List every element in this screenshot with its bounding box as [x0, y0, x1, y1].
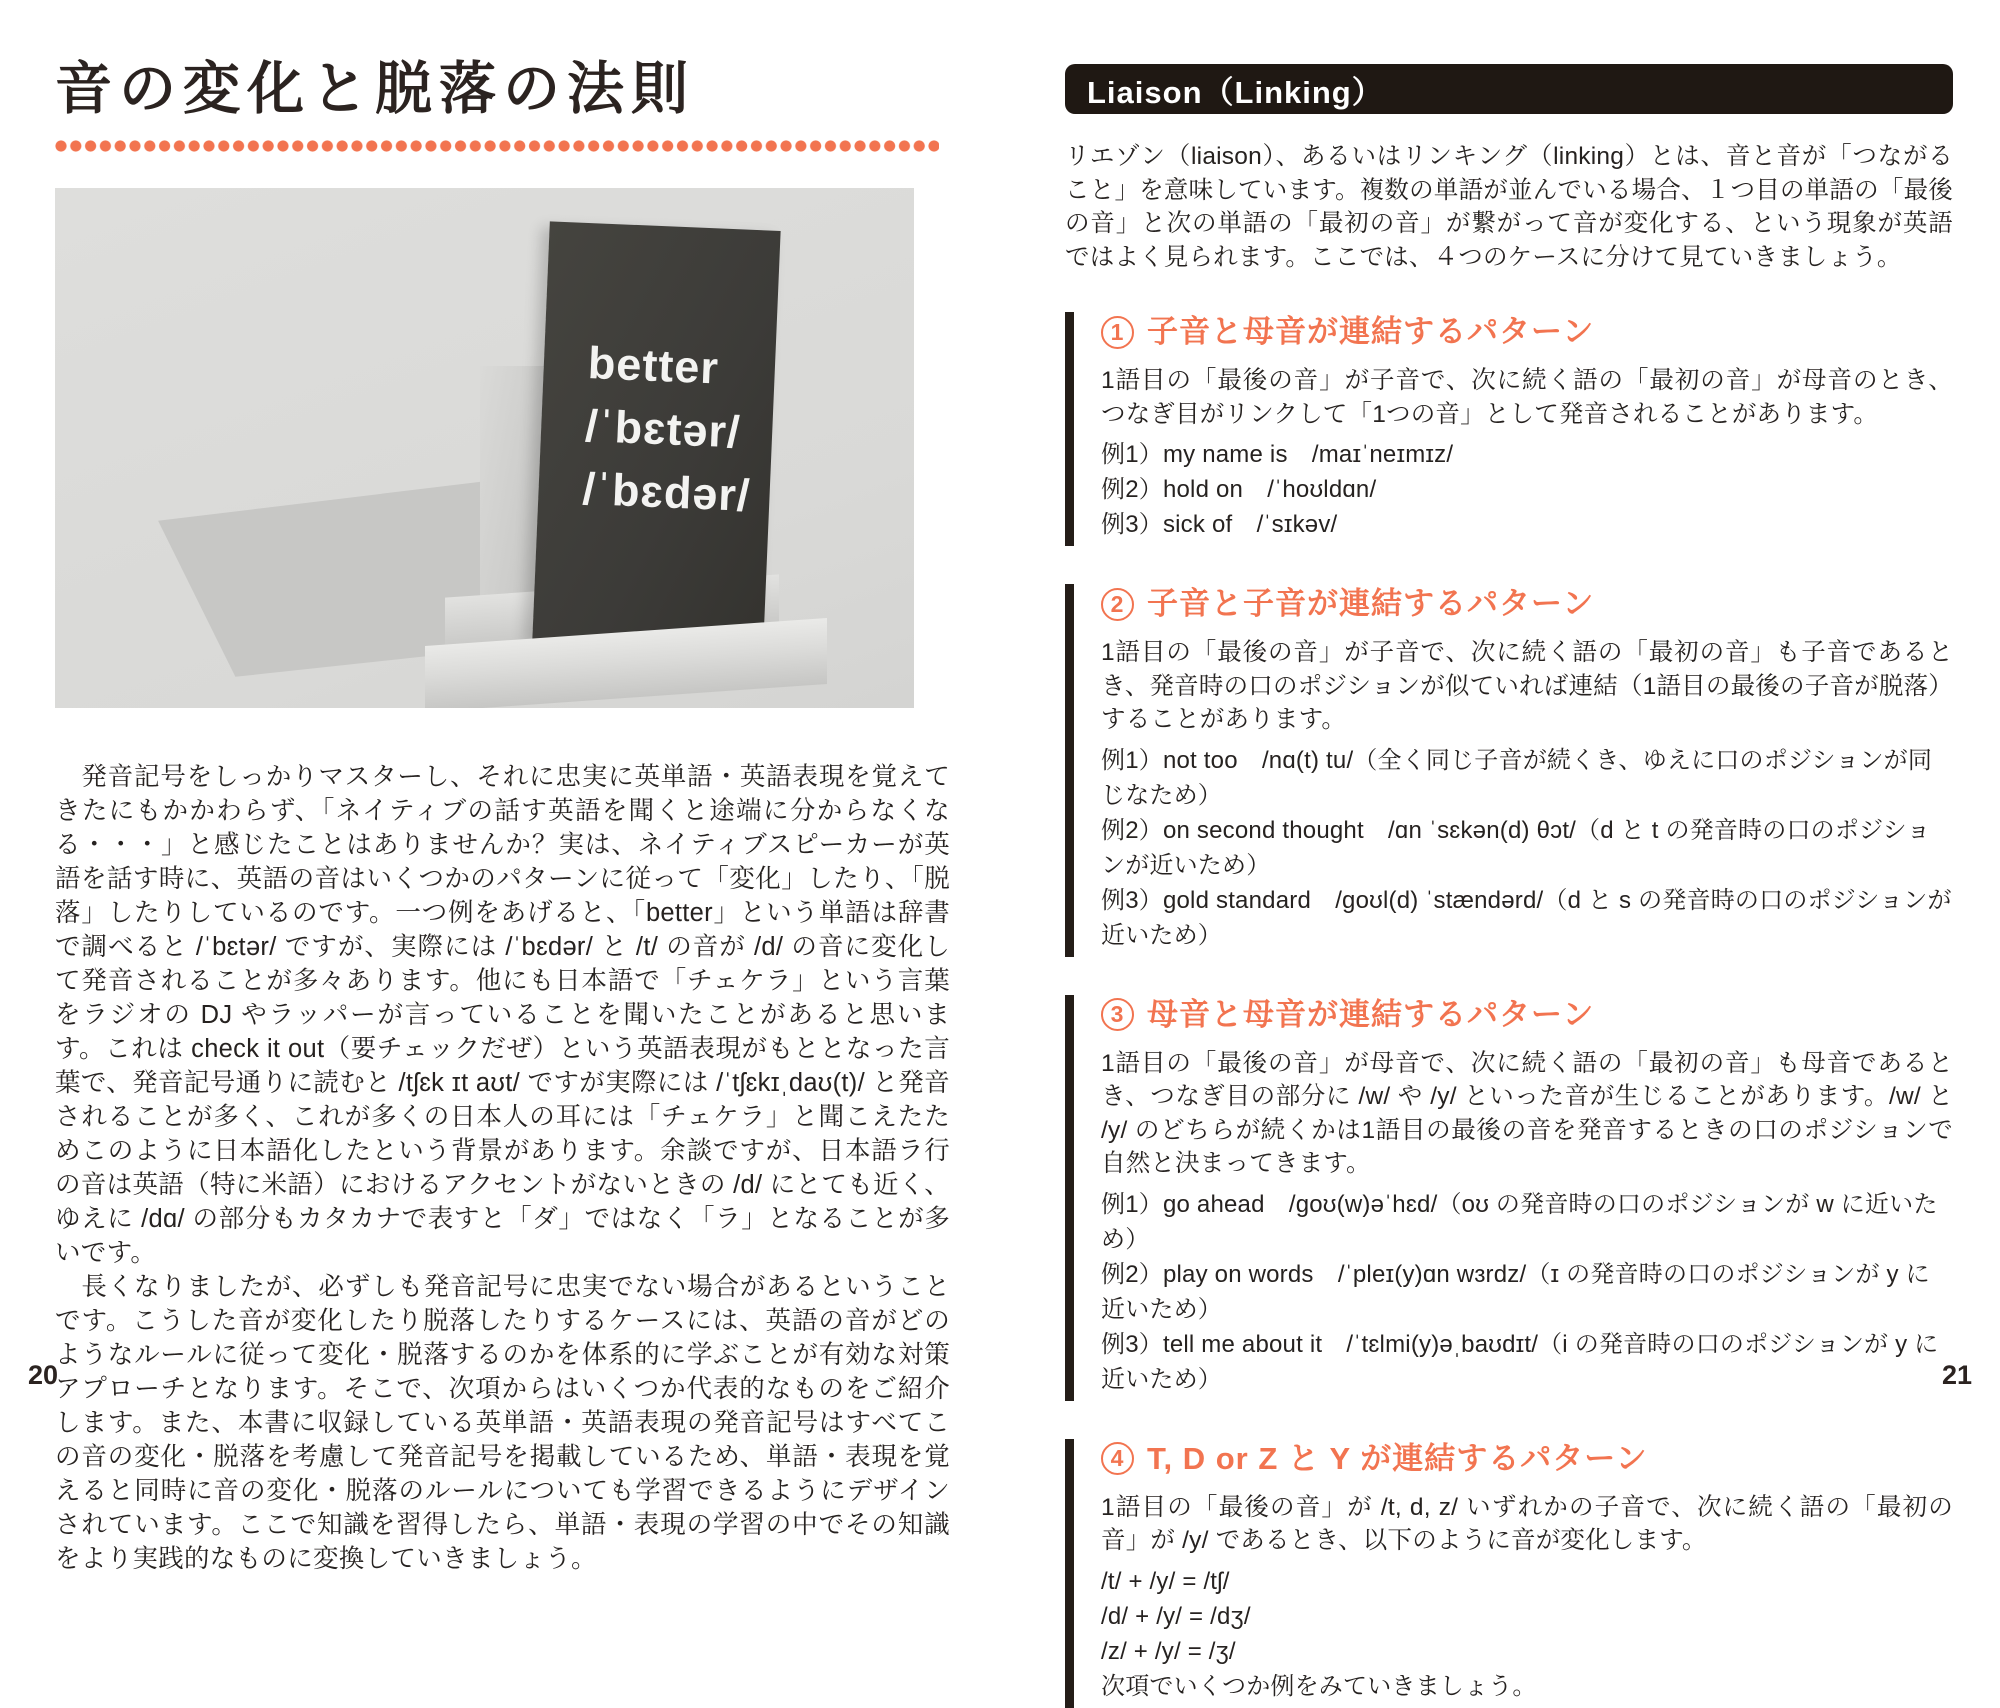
section-4-number-icon: 4	[1101, 1442, 1134, 1475]
liaison-header: Liaison（Linking）	[1065, 64, 1953, 114]
formula-line: /z/ + /y/ = /ʒ/	[1101, 1637, 1236, 1665]
section-2-title: 子音と子音が連結するパターン	[1147, 586, 1595, 621]
section-4-heading	[1101, 1439, 1953, 1479]
section-4-formulas	[1101, 1564, 1953, 1704]
left-paragraph-1: 発音記号をしっかりマスターし、それに忠実に英単語・英語表現を覚えてきたにもかかわらず、「ネイティブの話す英語を聞くと途端に分からなくなる・・・」と感じたことはありませんか？実は、ネイティブスピーカーが英語を話す時に、英語の音はいくつかのパターンに従って「変化」したり、「脱落」したりしているのです。一つ例をあげると、「better」という単語は辞書で調べると /ˈbɛtər/ ですが、実際には /ˈbɛdər/ と /t/ の音が /d/ の音に変化して発音されることが多々あります。他にも日本語で「チェケラ」という言葉をラジオの DJ やラッパーが言っていることを聞いたことがあると思います。これは check it out（要チェックだぜ）という英語表現がもととなった言葉で、発音記号通りに読むと /tʃɛk ɪt aʊt/ ですが実際には /ˈtʃɛkɪˌdaʊ(t)/ と発音されることが多く、これが多くの日本人の耳には「チェケラ」と聞こえたためこのように日本語化したという背景があります。余談ですが、日本語ラ行の音は英語（特に米語）におけるアクセントがないときの /d/ にとても近く、ゆえに /dɑ/ の部分もカタカナで表すと「ダ」ではなく「ラ」となることが多いです。	[55, 763, 950, 1267]
example-line: 例3）tell me about it /ˈtɛlmi(y)əˌbaʊdɪt/（i の発音時の口のポジションが y に近いため）	[1101, 1330, 1939, 1393]
section-2-examples	[1101, 743, 1953, 953]
formula-line: /d/ + /y/ = /dʒ/	[1101, 1602, 1251, 1630]
page-title: 音の変化と脱落の法則	[55, 57, 695, 121]
book-title-word: better	[586, 337, 720, 394]
pattern-section-3	[1065, 995, 1953, 1401]
section-2-heading	[1101, 584, 1953, 624]
left-paragraph-2: 長くなりましたが、必ずしも発音記号に忠実でない場合があるということです。こうした音が変化したり脱落したりするケースには、英語の音がどのようなルールに従って変化・脱落するのかを体系的に学ぶことが有効な対策アプローチとなります。そこで、次項からはいくつか代表的なものをご紹介します。また、本書に収録している英単語・英語表現の発音記号はすべてこの音の変化・脱落を考慮して発音記号を掲載しているため、単語・表現を覚えると同時に音の変化・脱落のルールについても学習できるようにデザインされています。ここで知識を習得したら、単語・表現の学習の中でその知識をより実践的なものに変換していきましょう。	[55, 1273, 950, 1573]
example-line: 例1）my name is /maɪˈneɪmɪz/	[1101, 441, 1454, 468]
section-3-title: 母音と母音が連結するパターン	[1147, 996, 1595, 1032]
page-number-right: 21	[1941, 1360, 1972, 1390]
pattern-section-2	[1065, 584, 1953, 957]
section-1-examples	[1101, 437, 1953, 542]
example-line: 例2）on second thought /ɑn ˈsɛkən(d) θɔt/（d と t の発音時の口のポジションが近いため）	[1101, 816, 1931, 879]
example-line: 例2）play on words /ˈpleɪ(y)ɑn wɜrdz/（ɪ の発音時の口のポジションが y に近いため）	[1101, 1260, 1930, 1323]
pattern-section-1	[1065, 312, 1953, 546]
section-4-body: 1語目の「最後の音」が /t, d, z/ いずれかの子音で、次に続く語の「最初の音」が /y/ であるとき、以下のように音が変化します。	[1101, 1493, 1953, 1554]
section-4-title: T, D or Z と Y が連結するパターン	[1147, 1440, 1648, 1476]
book-photo	[55, 188, 914, 708]
example-line: 例2）hold on /ˈhoʊldɑn/	[1101, 476, 1377, 503]
book-ipa-dictionary: /ˈbɛtər/	[584, 400, 742, 458]
example-line: 例3）sick of /ˈsɪkəv/	[1101, 511, 1338, 538]
left-body-text	[55, 760, 950, 1576]
formula-line: /t/ + /y/ = /tʃ/	[1101, 1567, 1230, 1595]
left-page	[55, 50, 950, 1576]
dotted-divider	[55, 140, 939, 152]
section-3-number-icon: 3	[1101, 998, 1134, 1031]
pattern-section-4	[1065, 1439, 1953, 1708]
section-4-closing: 次項でいくつか例をみていきましょう。	[1101, 1672, 1537, 1700]
section-1-number-icon: 1	[1101, 316, 1134, 349]
section-3-examples	[1101, 1187, 1953, 1397]
section-2-body: 1語目の「最後の音」が子音で、次に続く語の「最初の音」も子音であるとき、発音時の口のポジションが似ていれば連結（1語目の最後の子音が脱落）することがあります。	[1101, 639, 1953, 733]
section-1-title: 子音と母音が連結するパターン	[1147, 314, 1595, 349]
right-page	[1065, 64, 1953, 1708]
liaison-intro: リエゾン（liaison）、あるいはリンキング（linking）とは、音と音が「つながること」を意味しています。複数の単語が並んでいる場合、１つ目の単語の「最後の音」と次の単語の「最初の音」が繋がって音が変化する、という現象が英語ではよく見られます。ここでは、４つのケースに分けて見ていきましょう。	[1065, 143, 1953, 271]
section-2-number-icon: 2	[1101, 588, 1134, 621]
example-line: 例1）not too /nɑ(t) tu/（全く同じ子音が続くき、ゆえに口のポジションが同じなため）	[1101, 746, 1933, 809]
section-3-heading	[1101, 995, 1953, 1035]
book-cover	[532, 221, 780, 648]
page-number-left: 20	[28, 1360, 59, 1390]
example-line: 例3）gold standard /goʊl(d) ˈstændərd/（d と s の発音時の口のポジションが近いため）	[1101, 886, 1952, 949]
section-1-body: 1語目の「最後の音」が子音で、次に続く語の「最初の音」が母音のとき、つなぎ目がリンクして「1つの音」として発音されることがあります。	[1101, 367, 1953, 428]
section-3-body: 1語目の「最後の音」が母音で、次に続く語の「最初の音」も母音であるとき、つなぎ目の部分に /w/ や /y/ といった音が生じることがあります。/w/ と /y/ のどちらが続くかは1語目の最後の音を発音するときの口のポジションで自然と決まってきます。	[1101, 1049, 1953, 1177]
example-line: 例1）go ahead /goʊ(w)əˈhɛd/（oʊ の発音時の口のポジションが w に近いため）	[1101, 1190, 1938, 1253]
book-ipa-actual: /ˈbɛdər/	[581, 462, 752, 521]
book-cover-text	[581, 331, 757, 527]
section-1-heading	[1101, 312, 1953, 352]
